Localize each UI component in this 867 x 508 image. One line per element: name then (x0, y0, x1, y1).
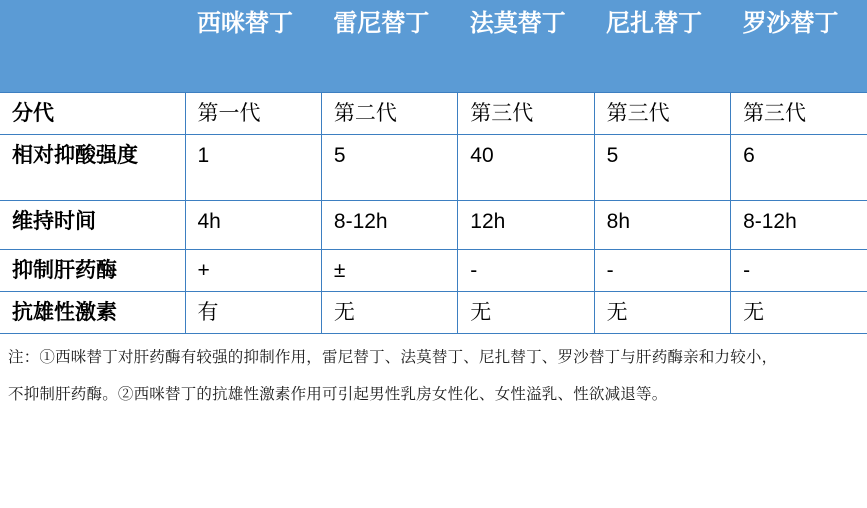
cell-duration-ranitidine: 8-12h (321, 200, 457, 249)
cell-enzyme-ranitidine: ± (321, 249, 457, 291)
cell-antiandrogen-famotidine: 无 (458, 292, 594, 334)
row-header-antiandrogen: 抗雄性激素 (0, 292, 185, 334)
column-header-nizatidine: 尼扎替丁 (594, 0, 730, 92)
cell-duration-nizatidine: 8h (594, 200, 730, 249)
cell-generation-cimetidine: 第一代 (185, 92, 321, 134)
table-body (0, 92, 867, 334)
row-header-enzyme-inhibition: 抑制肝药酶 (0, 249, 185, 291)
cell-potency-ranitidine: 5 (321, 134, 457, 200)
table-row (0, 249, 867, 291)
cell-potency-roxatidine: 6 (731, 134, 867, 200)
cell-enzyme-nizatidine: - (594, 249, 730, 291)
column-header-cimetidine: 西咪替丁 (185, 0, 321, 92)
cell-antiandrogen-cimetidine: 有 (185, 292, 321, 334)
table-header (0, 0, 867, 92)
cell-generation-famotidine: 第三代 (458, 92, 594, 134)
column-header-roxatidine: 罗沙替丁 (731, 0, 867, 92)
column-header-ranitidine: 雷尼替丁 (321, 0, 457, 92)
cell-duration-cimetidine: 4h (185, 200, 321, 249)
cell-antiandrogen-nizatidine: 无 (594, 292, 730, 334)
cell-enzyme-roxatidine: - (731, 249, 867, 291)
table-corner-cell (0, 0, 185, 92)
cell-enzyme-famotidine: - (458, 249, 594, 291)
cell-enzyme-cimetidine: + (185, 249, 321, 291)
row-header-generation: 分代 (0, 92, 185, 134)
footnote-line-2: 不抑制肝药酶。②西咪替丁的抗雄性激素作用可引起男性乳房女性化、女性溢乳、性欲减退等。 (8, 386, 668, 404)
cell-antiandrogen-ranitidine: 无 (321, 292, 457, 334)
footnote-line-1: 注：①西咪替丁对肝药酶有较强的抑制作用，雷尼替丁、法莫替丁、尼扎替丁、罗沙替丁与肝药酶亲和力较小， (8, 349, 778, 367)
row-header-duration: 维持时间 (0, 200, 185, 249)
footnotes (0, 334, 867, 412)
table-row (0, 134, 867, 200)
table-row (0, 200, 867, 249)
table-row (0, 292, 867, 334)
cell-potency-cimetidine: 1 (185, 134, 321, 200)
cell-generation-nizatidine: 第三代 (594, 92, 730, 134)
cell-generation-roxatidine: 第三代 (731, 92, 867, 134)
cell-duration-roxatidine: 8-12h (731, 200, 867, 249)
table-header-row (0, 0, 867, 92)
cell-duration-famotidine: 12h (458, 200, 594, 249)
table-row (0, 92, 867, 134)
row-header-relative-acid-suppression: 相对抑酸强度 (0, 134, 185, 200)
cell-generation-ranitidine: 第二代 (321, 92, 457, 134)
cell-antiandrogen-roxatidine: 无 (731, 292, 867, 334)
cell-potency-nizatidine: 5 (594, 134, 730, 200)
column-header-famotidine: 法莫替丁 (458, 0, 594, 92)
cell-potency-famotidine: 40 (458, 134, 594, 200)
